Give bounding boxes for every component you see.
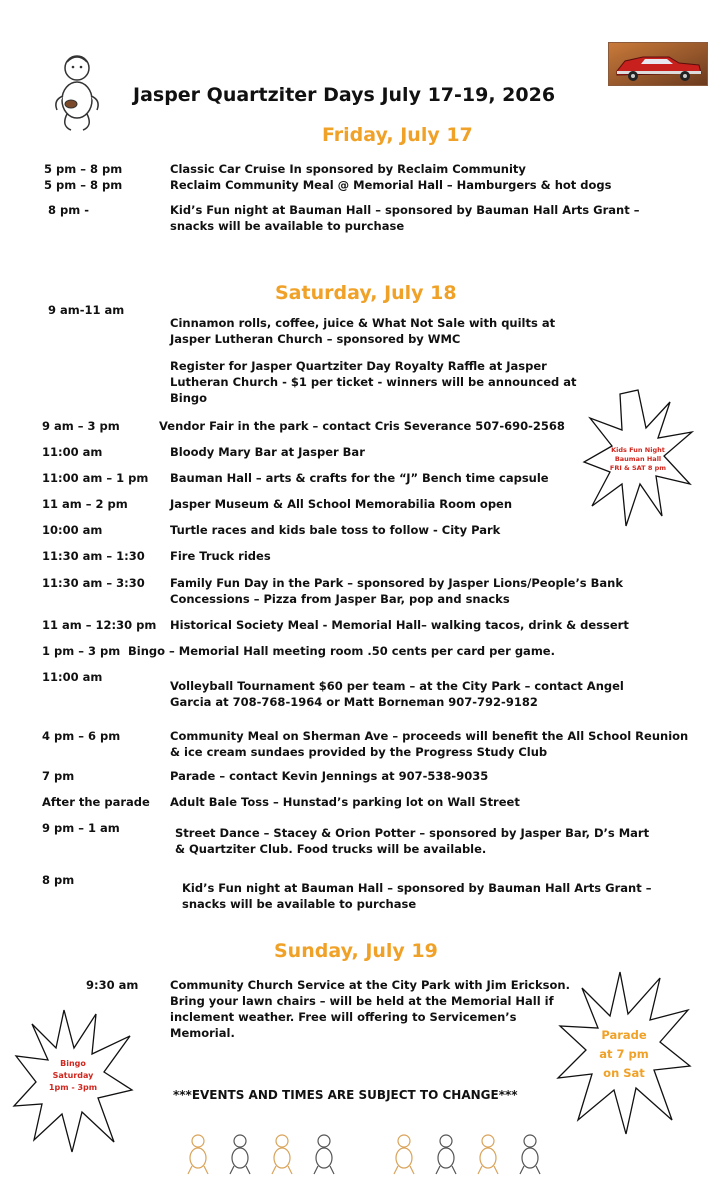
event-time: 7 pm xyxy=(42,769,75,783)
burst-line: Saturday xyxy=(52,1071,94,1080)
event-time: 1 pm – 3 pm xyxy=(42,644,121,658)
event-description: Fire Truck rides xyxy=(170,549,271,563)
event-description: Cinnamon rolls, coffee, juice & What Not Sale with quilts at Jasper Lutheran Church – sponsored by WMC xyxy=(170,316,556,346)
event-description: Turtle races and kids bale toss to follow - City Park xyxy=(170,523,501,537)
event-time: 9:30 am xyxy=(86,978,139,992)
page-title: Jasper Quartziter Days July 17-19, 2026 xyxy=(133,84,556,106)
burst-line: 1pm - 3pm xyxy=(48,1083,98,1092)
mascot-icon-row xyxy=(180,1132,550,1176)
event-description: Kid’s Fun night at Bauman Hall – sponsored by Bauman Hall Arts Grant – snacks will be available to purchase xyxy=(182,881,652,911)
baby-mascot-logo xyxy=(45,52,107,136)
event-time: 11 am – 12:30 pm xyxy=(42,618,157,632)
event-time: 11 am – 2 pm xyxy=(42,497,128,511)
event-description: Bingo – Memorial Hall meeting room .50 cents per card per game. xyxy=(128,644,555,658)
event-time: 9 am – 3 pm xyxy=(42,419,120,433)
burst-line: FRI & SAT 8 pm xyxy=(609,464,667,472)
burst-line: Bingo xyxy=(60,1059,86,1068)
event-description: Vendor Fair in the park – contact Cris Severance 507-690-2568 xyxy=(159,419,565,433)
event-time: 5 pm – 8 pm xyxy=(44,162,123,176)
burst-line: at 7 pm xyxy=(599,1047,649,1061)
event-time: 11:00 am – 1 pm xyxy=(42,471,149,485)
day-heading-saturday: Saturday, July 18 xyxy=(275,282,457,304)
day-heading-friday: Friday, July 17 xyxy=(322,124,473,146)
event-description: Street Dance – Stacey & Orion Potter – sponsored by Jasper Bar, D’s Mart & Quartziter Club. Food trucks will be available. xyxy=(175,826,650,856)
change-notice: ***EVENTS AND TIMES ARE SUBJECT TO CHANGE*** xyxy=(173,1088,518,1102)
event-description: Register for Jasper Quartziter Day Royalty Raffle at Jasper Lutheran Church - $1 per ticket - winners will be announced at Bingo xyxy=(170,359,577,405)
event-description: Bauman Hall – arts & crafts for the “J” Bench time capsule xyxy=(170,471,549,485)
event-time: 4 pm – 6 pm xyxy=(42,729,121,743)
event-time: 9 pm – 1 am xyxy=(42,821,120,835)
burst-line: Parade xyxy=(601,1028,647,1042)
event-description: Jasper Museum & All School Memorabilia Room open xyxy=(170,497,513,511)
bingo-burst xyxy=(12,1008,134,1154)
event-time: 5 pm – 8 pm xyxy=(44,178,123,192)
burst-line: on Sat xyxy=(603,1066,645,1080)
event-description: Volleyball Tournament $60 per team – at the City Park – contact Angel Garcia at 708-768-1964 or Matt Borneman 907-792-9182 xyxy=(170,679,624,709)
mascot-footer-row xyxy=(180,1132,550,1176)
event-description: Community Church Service at the City Park with Jim Erickson. Bring your lawn chairs – will be held at the Memorial Hall if inclement weather. Free will offering to Servicemen’s Memorial. xyxy=(170,978,570,1040)
event-time: 10:00 am xyxy=(42,523,103,537)
event-time: 11:00 am xyxy=(42,670,103,684)
event-time: 8 pm xyxy=(42,873,75,887)
event-description: Kid’s Fun night at Bauman Hall – sponsored by Bauman Hall Arts Grant – snacks will be available to purchase xyxy=(170,203,640,233)
event-description: Reclaim Community Meal @ Memorial Hall – Hamburgers & hot dogs xyxy=(170,178,612,192)
event-description: Bloody Mary Bar at Jasper Bar xyxy=(170,445,365,459)
event-time: 8 pm - xyxy=(48,203,89,217)
event-description: Historical Society Meal - Memorial Hall– walking tacos, drink & dessert xyxy=(170,618,629,632)
event-description: Family Fun Day in the Park – sponsored by Jasper Lions/People’s Bank Concessions – Pizza from Jasper Bar, pop and snacks xyxy=(170,576,624,606)
event-time: 9 am-11 am xyxy=(48,303,125,317)
day-heading-sunday: Sunday, July 19 xyxy=(274,940,438,962)
burst-line: Bauman Hall xyxy=(614,455,662,463)
event-description: Classic Car Cruise In sponsored by Reclaim Community xyxy=(170,162,526,176)
event-time: 11:00 am xyxy=(42,445,103,459)
burst-line: Kids Fun Night xyxy=(611,446,665,454)
parade-burst xyxy=(556,970,692,1136)
event-description: Adult Bale Toss – Hunstad’s parking lot on Wall Street xyxy=(170,795,520,809)
classic-car-photo xyxy=(608,42,708,86)
kids-fun-night-burst xyxy=(582,388,694,528)
event-time: 11:30 am – 3:30 xyxy=(42,576,145,590)
event-time: After the parade xyxy=(42,795,150,809)
event-time: 11:30 am – 1:30 xyxy=(42,549,145,563)
event-description: Community Meal on Sherman Ave – proceeds will benefit the All School Reunion & ice cream sundaes provided by the Progress Study Club xyxy=(170,729,689,759)
event-description: Parade – contact Kevin Jennings at 907-538-9035 xyxy=(170,769,489,783)
